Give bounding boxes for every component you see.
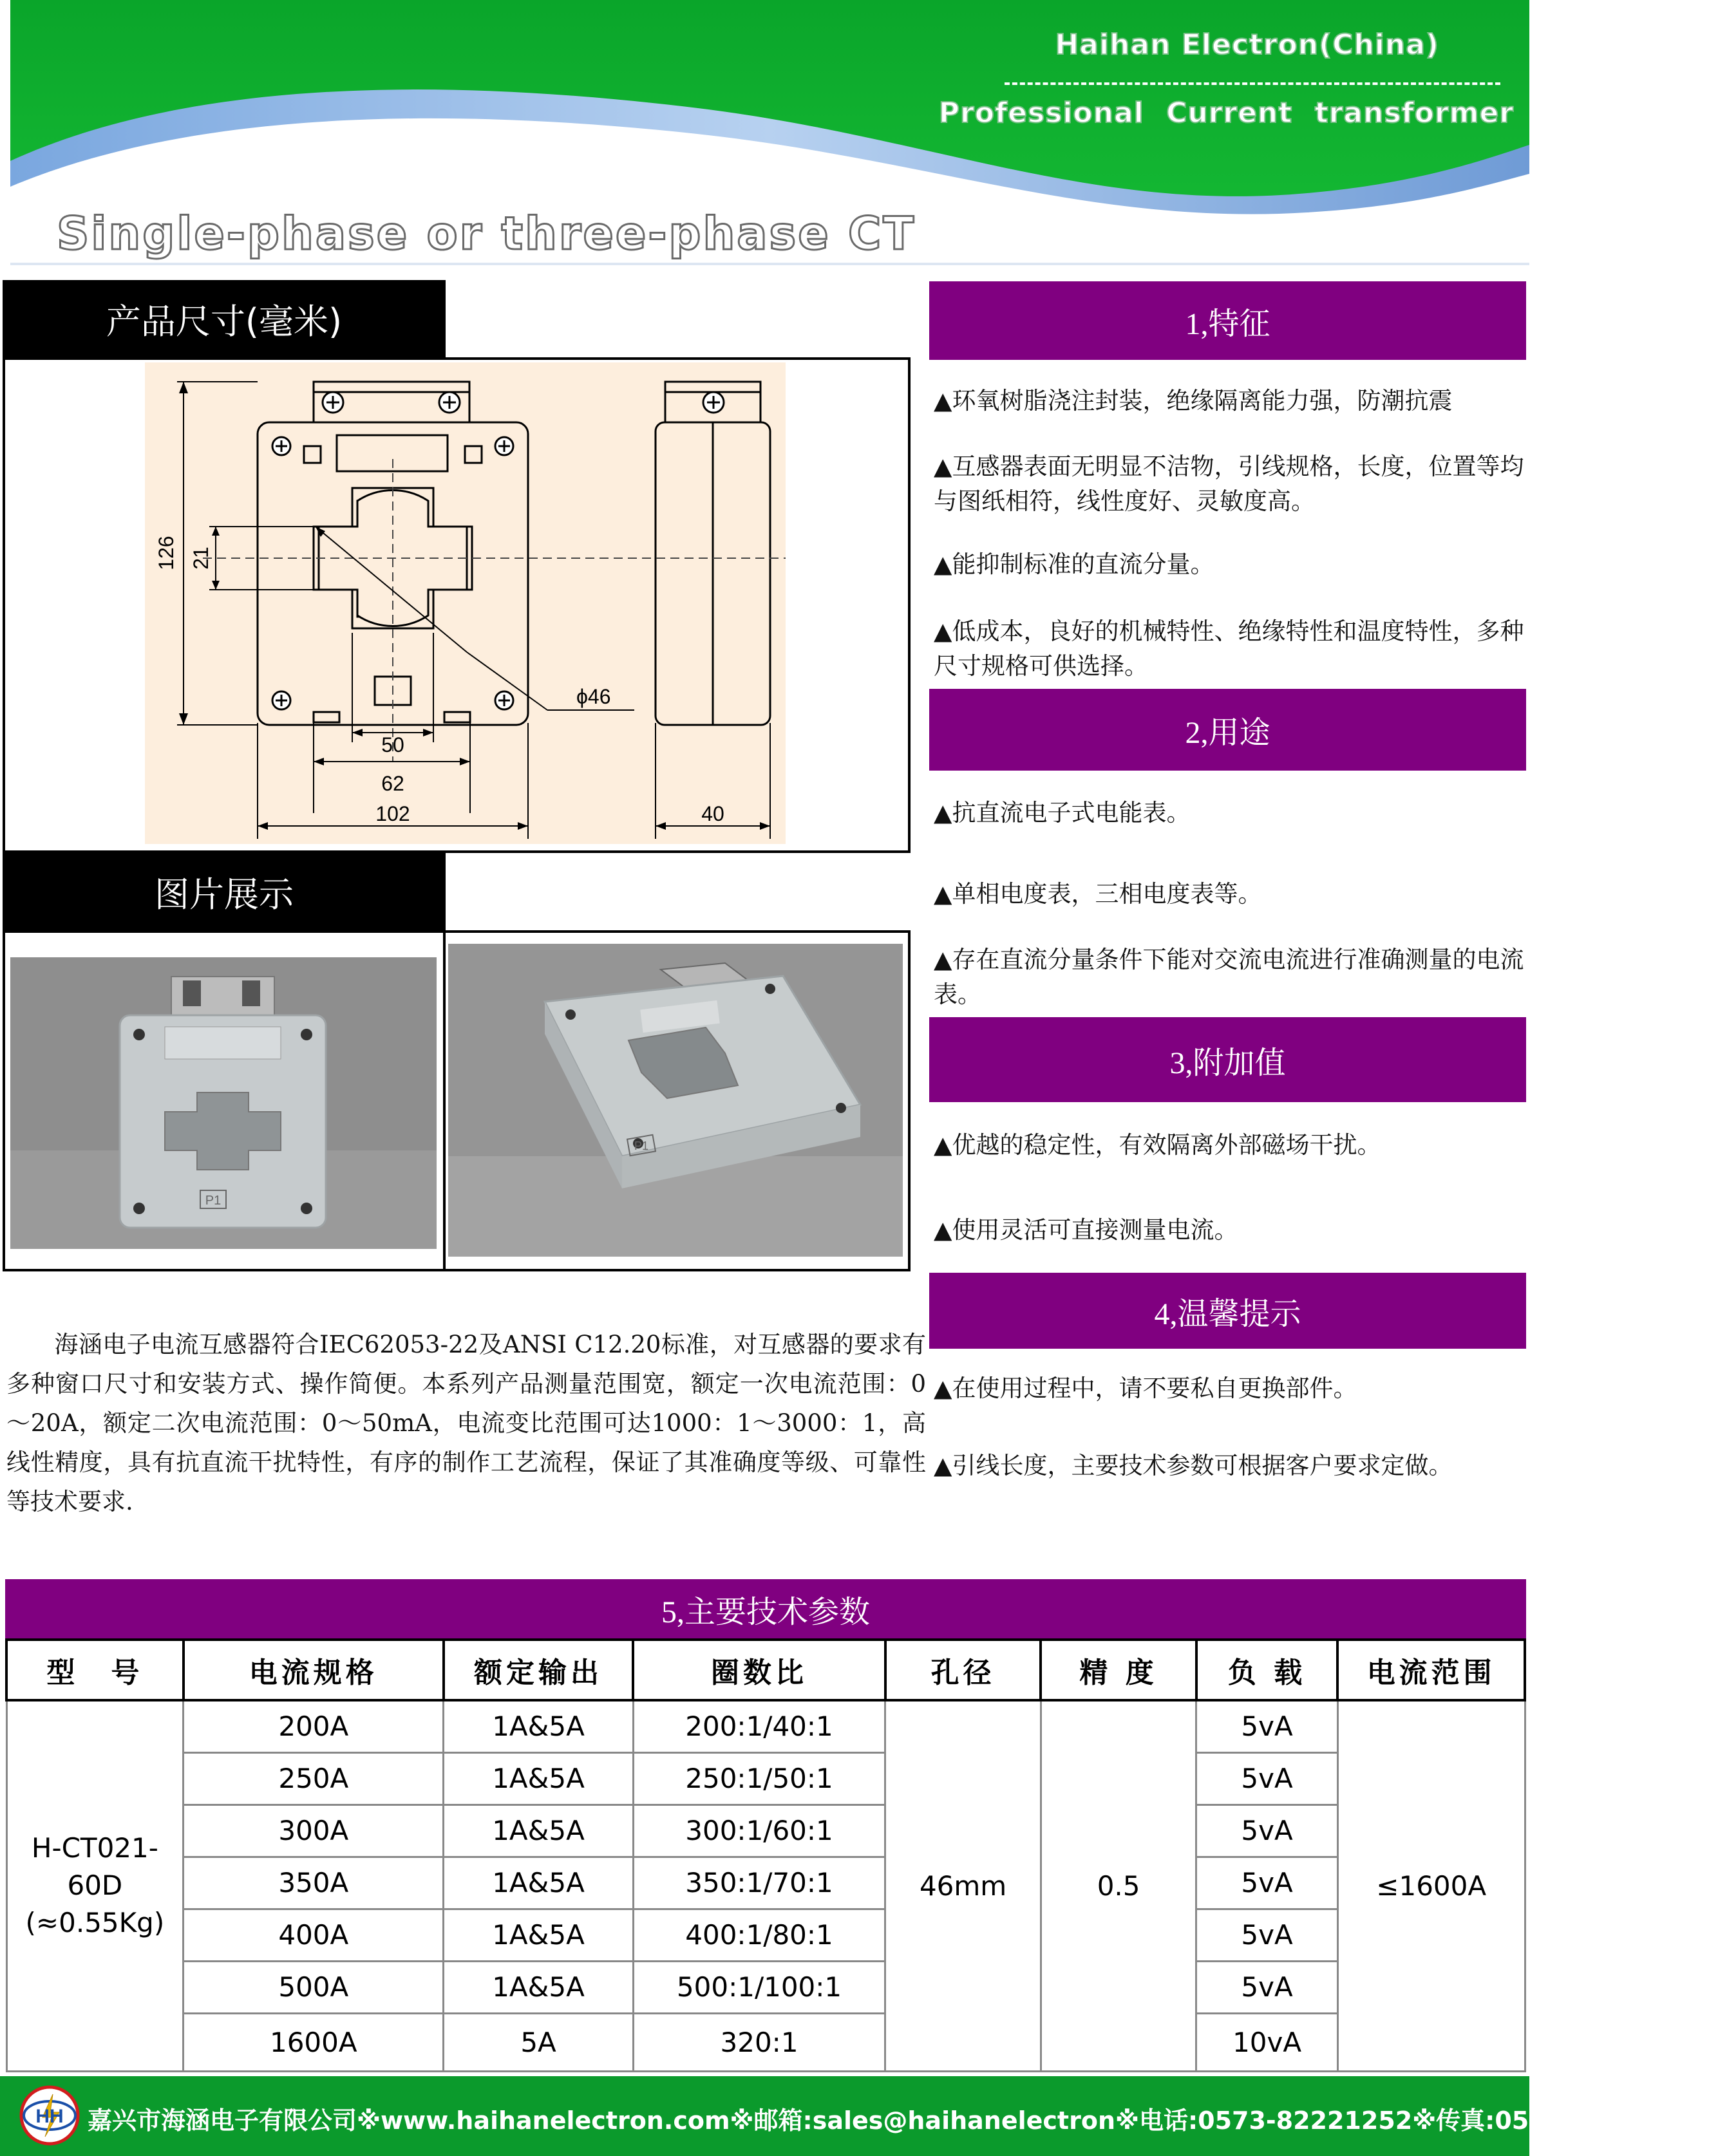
footer-contact: 嘉兴市海涵电子有限公司※www.haihanelectron.com※邮箱:sales@haihanelectron※电话:0573-82221252※传真:0573-82220773 [88, 2106, 1709, 2135]
load-cell: 5vA [1196, 1752, 1338, 1804]
product-photo-front [10, 957, 437, 1249]
company-name: Haihan Electron(China) [1055, 28, 1439, 61]
load-cell: 5vA [1196, 1857, 1338, 1909]
features-heading: 1,特征 [929, 281, 1526, 360]
current-cell: 400A [184, 1909, 444, 1961]
photo-front-mark: P1 [205, 1194, 222, 1208]
usage-item: ▲存在直流分量条件下能对交流电流进行准确测量的电流表。 [934, 946, 1524, 1008]
feature-item: ▲互感器表面无明显不洁物，引线规格，长度，位置等均与图纸相符，线性度好、灵敏度高。 [934, 453, 1524, 515]
current-cell: 200A [184, 1700, 444, 1752]
model-name: H-CT021-60D [31, 1832, 158, 1902]
ratio-cell: 200:1/40:1 [633, 1700, 885, 1752]
col-range-header: 电流范围 [1337, 1640, 1525, 1700]
ratio-cell: 250:1/50:1 [633, 1752, 885, 1804]
feature-item: ▲低成本，良好的机械特性、绝缘特性和温度特性，多种尺寸规格可供选择。 [934, 617, 1524, 680]
spec-table-title: 5,主要技术参数 [5, 1579, 1526, 1638]
usage-item: ▲单相电度表，三相电度表等。 [934, 880, 1262, 908]
col-accuracy-header: 精 度 [1041, 1640, 1196, 1700]
spec-table-header-row [6, 1640, 1525, 1700]
range-cell: ≤1600A [1337, 1700, 1525, 2071]
dim-62-label: 62 [381, 772, 404, 795]
col-model-header: 型 号 [6, 1640, 184, 1700]
table-row [6, 1700, 1525, 1752]
load-cell: 5vA [1196, 1909, 1338, 1961]
added-value-heading: 3,附加值 [929, 1017, 1526, 1102]
aperture-cell: 46mm [885, 1700, 1041, 2071]
current-cell: 500A [184, 1961, 444, 2013]
product-photo-angled [448, 944, 903, 1257]
feature-item: ▲能抑制标准的直流分量。 [934, 550, 1214, 578]
table-row [6, 1961, 1525, 2013]
table-row [6, 1857, 1525, 1909]
dim-depth-label: 40 [701, 802, 724, 825]
page-header [0, 0, 1529, 270]
load-cell: 5vA [1196, 1700, 1338, 1752]
output-cell: 1A&5A [444, 1752, 633, 1804]
col-aperture-header: 孔径 [885, 1640, 1041, 1700]
output-cell: 1A&5A [444, 1909, 633, 1961]
col-load-header: 负 载 [1196, 1640, 1338, 1700]
usage-item: ▲抗直流电子式电能表。 [934, 799, 1191, 827]
dim-height-label: 126 [155, 536, 178, 570]
col-current-header: 电流规格 [184, 1640, 444, 1700]
table-row [6, 1752, 1525, 1804]
dimension-drawing [145, 362, 786, 844]
dim-diameter-label: ϕ46 [576, 685, 611, 708]
tips-item: ▲引线长度，主要技术参数可根据客户要求定做。 [934, 1452, 1453, 1479]
ratio-cell: 400:1/80:1 [633, 1909, 885, 1961]
output-cell: 1A&5A [444, 1961, 633, 2013]
current-cell: 1600A [184, 2013, 444, 2071]
output-cell: 1A&5A [444, 1700, 633, 1752]
logo-text: HH [35, 2106, 64, 2127]
col-ratio-header: 圈数比 [633, 1640, 885, 1700]
ratio-cell: 320:1 [633, 2013, 885, 2071]
output-cell: 1A&5A [444, 1804, 633, 1857]
tips-heading: 4,温馨提示 [929, 1273, 1526, 1349]
table-row [6, 2013, 1525, 2071]
model-weight: (≈0.55Kg) [25, 1907, 165, 1939]
ratio-cell: 300:1/60:1 [633, 1804, 885, 1857]
feature-item: ▲环氧树脂浇注封装，绝缘隔离能力强，防潮抗震 [934, 387, 1453, 415]
product-description: 海涵电子电流互感器符合IEC62053-22及ANSI C12.20标准，对互感器的要求有多种窗口尺寸和安装方式、操作简便。本系列产品测量范围宽，额定一次电流范围：0～20A，额定二次电流范围：0～50mA，电流变比范围可达1000：1～3000：1，高线性精度，具有抗直流干扰特性，有序的制作工艺流程，保证了其准确度等级、可靠性等技术要求. [6, 1331, 926, 1515]
current-cell: 350A [184, 1857, 444, 1909]
added-value-item: ▲优越的稳定性，有效隔离外部磁场干扰。 [934, 1131, 1381, 1159]
dim-window-label: 21 [189, 547, 212, 570]
load-cell: 10vA [1196, 2013, 1338, 2071]
photo-angled-mark: P1 [634, 1139, 649, 1152]
added-value-item: ▲使用灵活可直接测量电流。 [934, 1216, 1238, 1244]
load-cell: 5vA [1196, 1961, 1338, 2013]
dim-50-label: 50 [381, 733, 404, 756]
accuracy-cell: 0.5 [1041, 1700, 1196, 2071]
page-footer [0, 2076, 1709, 2156]
ratio-cell: 500:1/100:1 [633, 1961, 885, 2013]
photos-divider [443, 930, 446, 1271]
model-cell [6, 1700, 184, 2071]
current-cell: 250A [184, 1752, 444, 1804]
dimensions-tab: 产品尺寸(毫米) [3, 280, 446, 357]
company-slogan: Professional Current transformer [938, 97, 1514, 129]
photos-tab: 图片展示 [3, 853, 446, 930]
header-divider [1005, 82, 1500, 85]
table-row [6, 1804, 1525, 1857]
output-cell: 5A [444, 2013, 633, 2071]
usage-heading: 2,用途 [929, 689, 1526, 771]
company-logo-icon [19, 2085, 80, 2146]
load-cell: 5vA [1196, 1804, 1338, 1857]
table-row [6, 1909, 1525, 1961]
ratio-cell: 350:1/70:1 [633, 1857, 885, 1909]
col-output-header: 额定输出 [444, 1640, 633, 1700]
output-cell: 1A&5A [444, 1857, 633, 1909]
dim-102-label: 102 [375, 802, 410, 825]
current-cell: 300A [184, 1804, 444, 1857]
page-title: Single-phase or three-phase CT [57, 207, 916, 260]
tips-item: ▲在使用过程中，请不要私自更换部件。 [934, 1374, 1357, 1402]
spec-table [5, 1638, 1526, 2072]
